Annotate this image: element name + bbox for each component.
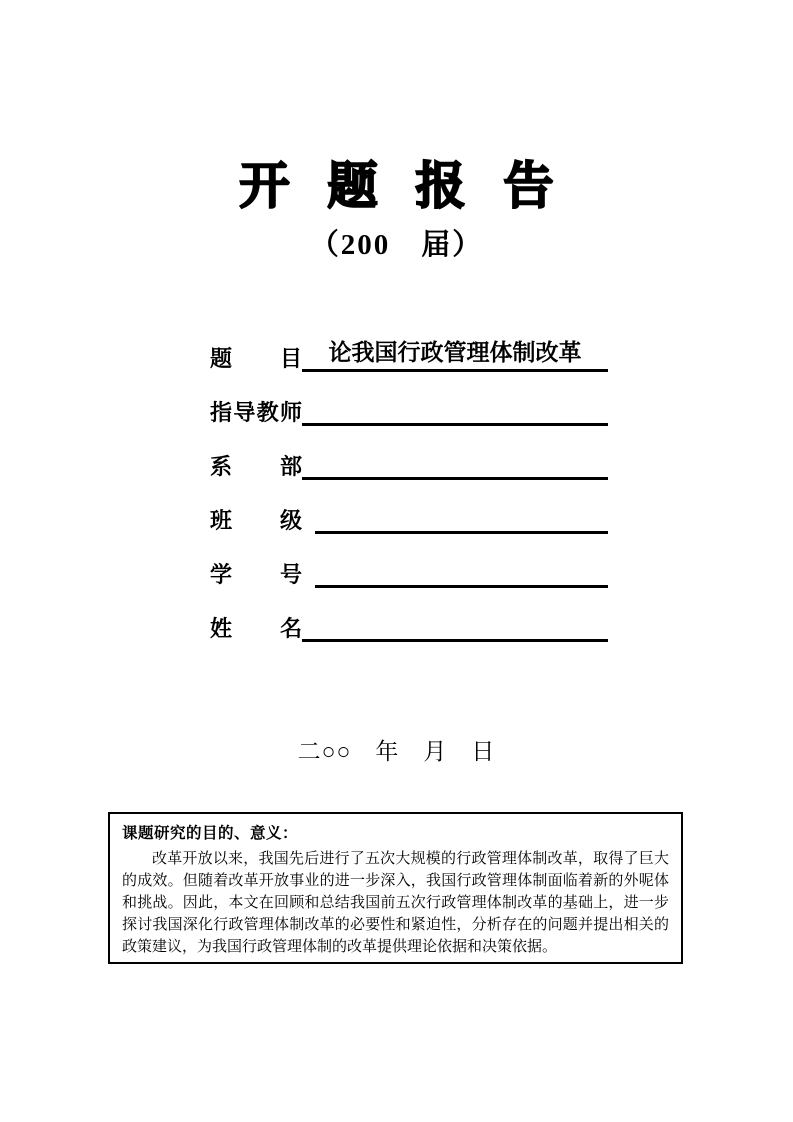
field-label-department: 系部	[210, 453, 302, 479]
field-label-name: 姓名	[210, 615, 302, 641]
field-value-name	[302, 612, 608, 642]
date-line: 二○○ 年 月 日	[297, 739, 496, 764]
purpose-body: 改革开放以来，我国先后进行了五次大规模的行政管理体制改革，取得了巨大的成效。但随着改革开放事业的进一步深入，我国行政管理体制面临着新的外呢体和挑战。因此，本文在回顾和总结我国前五次行政管理体制改革的基础上，进一步探讨我国深化行政管理体制改革的必要性和紧迫性，分析存在的问题并提出相关的政策建议，为我国行政管理体制的改革提供理论依据和决策依据。	[122, 851, 669, 955]
field-value-department	[302, 450, 608, 480]
field-row-advisor	[210, 372, 608, 426]
field-label-topic: 题目	[210, 345, 302, 371]
field-value-class	[315, 504, 608, 534]
field-label-class: 班级	[210, 507, 302, 533]
field-value-student-id	[315, 558, 608, 588]
purpose-heading: 课题研究的目的、意义：	[122, 825, 299, 842]
cover-form	[210, 318, 608, 642]
field-row-student-id	[210, 534, 608, 588]
document-subtitle: （200 届）	[309, 229, 484, 261]
document-title-text: 开题报告	[239, 158, 592, 214]
field-row-class	[210, 480, 608, 534]
field-label-advisor: 指导教师	[210, 399, 302, 425]
field-value-topic: 论我国行政管理体制改革	[302, 339, 608, 372]
field-row-topic	[210, 318, 608, 372]
document-title	[0, 146, 793, 218]
purpose-box	[108, 812, 683, 964]
field-row-department	[210, 426, 608, 480]
field-value-advisor	[302, 396, 608, 426]
field-label-student-id: 学号	[210, 561, 302, 587]
field-row-name	[210, 588, 608, 642]
